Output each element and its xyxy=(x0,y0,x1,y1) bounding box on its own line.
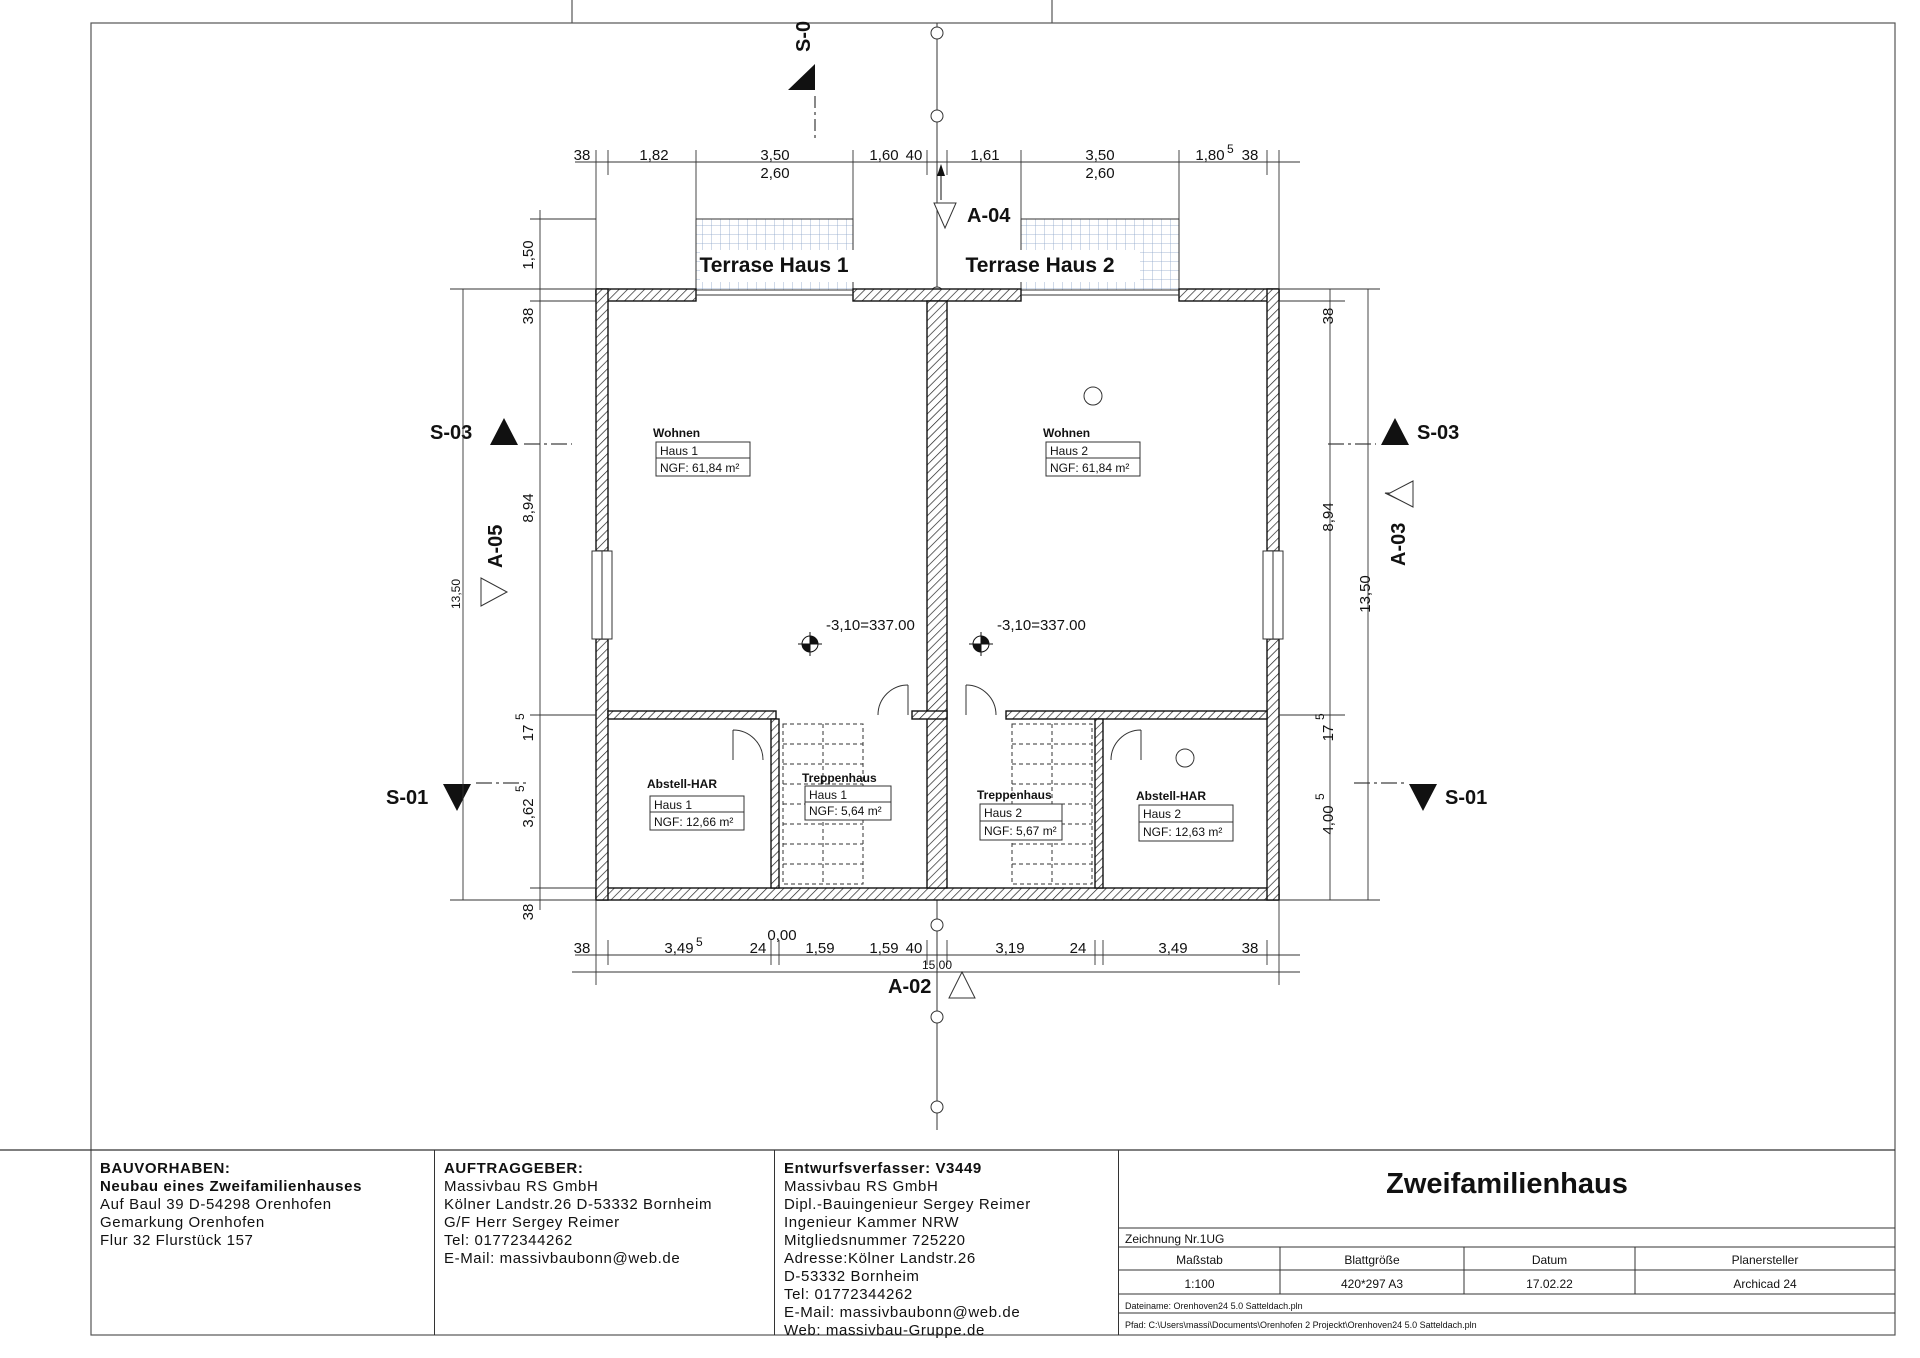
room-area: NGF: 61,84 m² xyxy=(660,461,740,475)
bauvorhaben-line: Auf Baul 39 D-54298 Orenhofen xyxy=(100,1196,332,1213)
room-abstell-1 xyxy=(647,777,744,830)
bauvorhaben-line: Neubau eines Zweifamilienhauses xyxy=(100,1178,363,1195)
view-marker-a03 xyxy=(1385,481,1413,566)
room-treppenhaus-1 xyxy=(802,771,891,820)
room-name: Treppenhaus xyxy=(977,788,1052,802)
dim-label: 38 xyxy=(1241,940,1259,957)
dim-label: 1,59 xyxy=(805,940,835,957)
dim-label: 38 xyxy=(520,903,537,921)
fixture-circle xyxy=(1084,387,1102,405)
file-name: Dateiname: Orenhoven24 5.0 Satteldach.pln xyxy=(1125,1301,1303,1311)
entwurf-line: E-Mail: massivbaubonn@web.de xyxy=(784,1304,1021,1321)
fixture-circle xyxy=(1176,749,1194,767)
section-label: S-03 xyxy=(430,422,473,444)
view-label: A-04 xyxy=(967,205,1011,227)
dim-label: 24 xyxy=(1069,940,1087,957)
dimension-lines xyxy=(450,150,1380,985)
dim-label: 3,19 xyxy=(995,940,1025,957)
bauvorhaben-heading: BAUVORHABEN: xyxy=(100,1160,231,1177)
view-label: A-05 xyxy=(485,524,507,568)
section-marker-s03-left xyxy=(430,418,572,445)
dim-label: 5 xyxy=(1313,713,1327,720)
section-label: S-03 xyxy=(1417,422,1460,444)
dim-label: 1,59 xyxy=(869,940,899,957)
dim-label: 4,00 xyxy=(1320,805,1337,835)
dim-label: 38 xyxy=(573,147,591,164)
room-house: Haus 2 xyxy=(1050,444,1089,458)
room-house: Haus 1 xyxy=(654,798,693,812)
dim-label: 3,50 xyxy=(1085,147,1115,164)
dim-label: 13,50 xyxy=(449,578,463,610)
entwurf-line: Web: massivbau-Gruppe.de xyxy=(784,1322,985,1339)
section-marker-s01-left xyxy=(386,783,528,811)
dim-label: 24 xyxy=(749,940,767,957)
section-marker-top xyxy=(788,21,815,140)
drawing-info xyxy=(1119,1150,1895,1335)
entwurf-section xyxy=(775,1150,1119,1339)
section-label: S-01 xyxy=(386,787,429,809)
dim-label: 3,50 xyxy=(760,147,790,164)
dim-label: 3,49 xyxy=(1158,940,1188,957)
room-name: Abstell-HAR xyxy=(647,777,718,791)
level-marker-2 xyxy=(969,617,1086,656)
level-label: -3,10=337.00 xyxy=(826,617,915,634)
dim-label: 40 xyxy=(905,940,923,957)
value-planner: Archicad 24 xyxy=(1733,1277,1797,1291)
view-label: A-02 xyxy=(888,976,932,998)
room-name: Wohnen xyxy=(1043,426,1091,440)
dim-label: 17 xyxy=(1320,724,1337,742)
value-date: 17.02.22 xyxy=(1526,1277,1573,1291)
view-marker-a04 xyxy=(934,164,1011,228)
view-marker-a02 xyxy=(888,972,975,998)
room-name: Treppenhaus xyxy=(802,771,877,785)
auftraggeber-line: Tel: 01772344262 xyxy=(444,1232,573,1249)
auftraggeber-section xyxy=(435,1150,775,1335)
entwurf-line: Adresse:Kölner Landstr.26 xyxy=(784,1250,976,1267)
room-house: Haus 2 xyxy=(984,806,1023,820)
dim-label: 5 xyxy=(1313,793,1327,800)
room-abstell-2 xyxy=(1136,789,1233,841)
entwurf-line: D-53332 Bornheim xyxy=(784,1268,920,1285)
entwurf-line: Mitgliedsnummer 725220 xyxy=(784,1232,966,1249)
header-planner: Planersteller xyxy=(1731,1253,1799,1267)
dim-label: 8,94 xyxy=(520,493,537,523)
dim-label: 2,60 xyxy=(1085,165,1115,182)
dim-label: 8,94 xyxy=(1320,502,1337,532)
room-house: Haus 1 xyxy=(660,444,699,458)
dim-label: 38 xyxy=(520,307,537,325)
room-wohnen-1 xyxy=(653,426,750,476)
dim-label: 2,60 xyxy=(760,165,790,182)
dim-label: 3,49 xyxy=(664,940,694,957)
room-name: Wohnen xyxy=(653,426,701,440)
room-treppenhaus-2 xyxy=(977,788,1062,840)
dim-label: 13,50 xyxy=(1357,575,1374,613)
dim-label: 5 xyxy=(513,713,527,720)
auftraggeber-line: Massivbau RS GmbH xyxy=(444,1178,599,1195)
view-marker-a05 xyxy=(481,525,507,606)
auftraggeber-line: E-Mail: massivbaubonn@web.de xyxy=(444,1250,681,1267)
dim-label: 1,50 xyxy=(520,240,537,270)
entwurf-line: Tel: 01772344262 xyxy=(784,1286,913,1303)
room-wohnen-2 xyxy=(1043,426,1140,476)
dim-label: 3,62 xyxy=(520,798,537,828)
auftraggeber-line: G/F Herr Sergey Reimer xyxy=(444,1214,620,1231)
value-sheet-size: 420*297 A3 xyxy=(1340,1277,1404,1291)
header-sheet-size: Blattgröße xyxy=(1344,1253,1400,1267)
entwurf-line: Ingenieur Kammer NRW xyxy=(784,1214,960,1231)
room-house: Haus 1 xyxy=(809,788,848,802)
title-block xyxy=(91,1150,1895,1339)
room-area: NGF: 5,64 m² xyxy=(809,804,882,818)
dim-label: 1,61 xyxy=(970,147,1000,164)
dim-label: 5 xyxy=(513,785,527,792)
file-path: Pfad: C:\Users\massi\Documents\Orenhofen 2 Projeckt\Orenhoven24 5.0 Satteldach.pln xyxy=(1125,1320,1477,1330)
section-label: S-0 xyxy=(793,20,815,52)
dim-label: 1,80 xyxy=(1195,147,1225,164)
terrace-label-1: Terrase Haus 1 xyxy=(699,254,849,277)
room-area: NGF: 12,66 m² xyxy=(654,815,734,829)
dim-label: 15,00 xyxy=(921,958,953,972)
dim-label: 5 xyxy=(696,935,703,949)
dim-label: 0,00 xyxy=(767,927,797,944)
section-marker-s03-right xyxy=(1328,418,1459,445)
room-area: NGF: 5,67 m² xyxy=(984,824,1057,838)
level-marker-1 xyxy=(798,617,915,656)
auftraggeber-heading: AUFTRAGGEBER: xyxy=(444,1160,584,1177)
room-name: Abstell-HAR xyxy=(1136,789,1207,803)
header-scale: Maßstab xyxy=(1176,1253,1223,1267)
dim-label: 38 xyxy=(1320,307,1337,325)
section-label: S-01 xyxy=(1445,787,1488,809)
room-area: NGF: 12,63 m² xyxy=(1143,825,1223,839)
entwurf-line: Massivbau RS GmbH xyxy=(784,1178,939,1195)
dim-label: 1,82 xyxy=(639,147,669,164)
section-marker-s01-right xyxy=(1354,783,1487,811)
dim-label: 17 xyxy=(520,724,537,742)
bauvorhaben-section xyxy=(91,1150,435,1335)
dim-label: 40 xyxy=(905,147,923,164)
value-scale: 1:100 xyxy=(1184,1277,1215,1291)
drawing-number: Zeichnung Nr.1UG xyxy=(1125,1232,1225,1246)
entwurf-heading: Entwurfsverfasser: V3449 xyxy=(784,1160,982,1177)
dim-label: 38 xyxy=(1241,147,1259,164)
level-label: -3,10=337.00 xyxy=(997,617,1086,634)
dim-label: 5 xyxy=(1227,142,1234,156)
bauvorhaben-line: Flur 32 Flurstück 157 xyxy=(100,1232,254,1249)
terrace-label-2: Terrase Haus 2 xyxy=(965,254,1115,277)
header-date: Datum xyxy=(1531,1253,1568,1267)
view-label: A-03 xyxy=(1388,522,1410,566)
room-area: NGF: 61,84 m² xyxy=(1050,461,1130,475)
dim-label: 1,60 xyxy=(869,147,899,164)
drawing-title: Zweifamilienhaus xyxy=(1386,1168,1628,1200)
entwurf-line: Dipl.-Bauingenieur Sergey Reimer xyxy=(784,1196,1031,1213)
bauvorhaben-line: Gemarkung Orenhofen xyxy=(100,1214,265,1231)
dim-label: 38 xyxy=(573,940,591,957)
auftraggeber-line: Kölner Landstr.26 D-53332 Bornheim xyxy=(444,1196,713,1213)
room-house: Haus 2 xyxy=(1143,807,1182,821)
